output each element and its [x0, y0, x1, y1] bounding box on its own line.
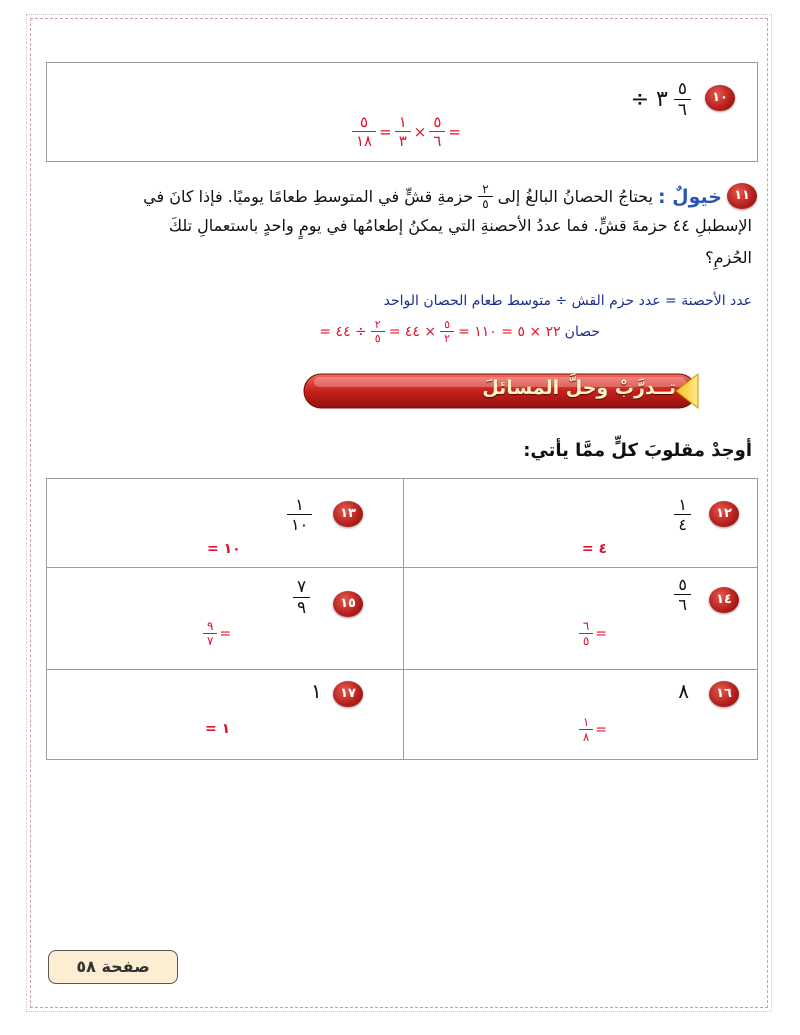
- q10-answer-result: $\frac{٥}{١٨}$: [352, 113, 376, 150]
- q14-answer: [579, 619, 607, 648]
- q15-fraction: ٧ ٩: [293, 577, 310, 618]
- q11-line1-a: يحتاجُ الحصانُ البالغُ إلى: [497, 187, 653, 206]
- q13-fraction: ١ ١٠: [287, 495, 312, 534]
- q15-answer-fraction: $\frac{٩}{٧}$: [203, 619, 217, 648]
- q10-answer-times: ×: [413, 122, 427, 141]
- q10-expression: [631, 79, 691, 120]
- q11-line1: [143, 182, 722, 211]
- q12-fraction: ١ ٤: [674, 495, 691, 534]
- q11-answer-line1: عدد الأحصنة = عدد حزم القش ÷ متوسط طعام الحصان الواحد: [383, 293, 752, 309]
- q10-number-badge: ١٠: [705, 85, 735, 111]
- q16-answer-equals: =: [595, 721, 607, 738]
- q16-answer: [579, 715, 607, 744]
- grid-divider-vertical: [403, 479, 404, 759]
- q12-answer: = ٤: [581, 541, 607, 557]
- q11-answer-c: = ٢٢ × ٥ = ١١٠: [458, 323, 561, 340]
- grid-divider-row1: [47, 567, 757, 568]
- q16-answer-fraction: $\frac{١}{٨}$: [579, 715, 593, 744]
- section-banner: [300, 368, 720, 414]
- q11-line1-b: حزمةِ قشٍّ في المتوسطِ طعامًا يوميًا. فإذا كانَ في: [143, 187, 474, 206]
- q10-answer: [352, 113, 461, 150]
- q11-line2: الإسطبلِ ٤٤ حزمةَ قشٍّ. فما عددُ الأحصنةِ التي يمكنُ إطعامُها في يومٍ واحدٍ باستعمالِ تلكَ: [168, 216, 752, 235]
- q14-fraction: ٥ ٦: [674, 575, 691, 614]
- q10-answer-equals: =: [379, 122, 392, 141]
- grid-divider-row2: [47, 669, 757, 670]
- page-number-label: صفحة ٥٨: [76, 957, 150, 976]
- q10-answer-f1: $\frac{٥}{٦}$: [429, 113, 445, 150]
- q12-number-badge: ١٢: [709, 501, 739, 527]
- q11-number-badge: ١١: [727, 183, 757, 209]
- q11-answer-unit: حصان: [564, 323, 600, 340]
- q10-box: [46, 62, 758, 162]
- q10-whole: ٣ ÷: [630, 87, 668, 112]
- q15-answer: [203, 619, 231, 648]
- instruction: أوجدْ مقلوبَ كلٍّ ممَّا يأتي:: [523, 440, 752, 461]
- q13-number-badge: ١٣: [333, 501, 363, 527]
- q15-number-badge: ١٥: [333, 591, 363, 617]
- q16-value: ٨: [678, 679, 689, 703]
- q11-answer-f1: $\frac{٢}{٥}$: [371, 318, 385, 345]
- q14-answer-fraction: $\frac{٦}{٥}$: [579, 619, 593, 648]
- q17-answer: = ١: [205, 721, 231, 737]
- q17-number-badge: ١٧: [333, 681, 363, 707]
- q15-answer-equals: =: [219, 625, 232, 642]
- q11-line3: الحُزمِ؟: [705, 248, 752, 267]
- q17-value: ١: [311, 679, 322, 703]
- q10-answer-equals-trailing: =: [448, 122, 461, 141]
- page-number-tab: [48, 950, 178, 984]
- q10-answer-f2: $\frac{١}{٣}$: [395, 113, 411, 150]
- banner-title: تــدرَّبْ وحلَّ المسائلَ: [482, 377, 676, 399]
- q10-fraction: $\frac{٥}{٦}$: [674, 79, 691, 120]
- q13-answer: = ١٠: [207, 541, 241, 557]
- q16-number-badge: ١٦: [709, 681, 739, 707]
- q11-fraction: $\frac{٢}{٥}$: [478, 182, 492, 211]
- q14-number-badge: ١٤: [709, 587, 739, 613]
- q11-answer-a: = ٤٤ ÷: [319, 323, 367, 340]
- q11-title: خيولٌ :: [657, 185, 722, 208]
- q11-answer-f2: $\frac{٥}{٢}$: [440, 318, 454, 345]
- reciprocal-grid: [46, 478, 758, 760]
- q14-answer-equals: =: [595, 625, 607, 642]
- q11-answer-b: = ٤٤ ×: [388, 323, 437, 340]
- q11-answer-line2: [319, 318, 600, 345]
